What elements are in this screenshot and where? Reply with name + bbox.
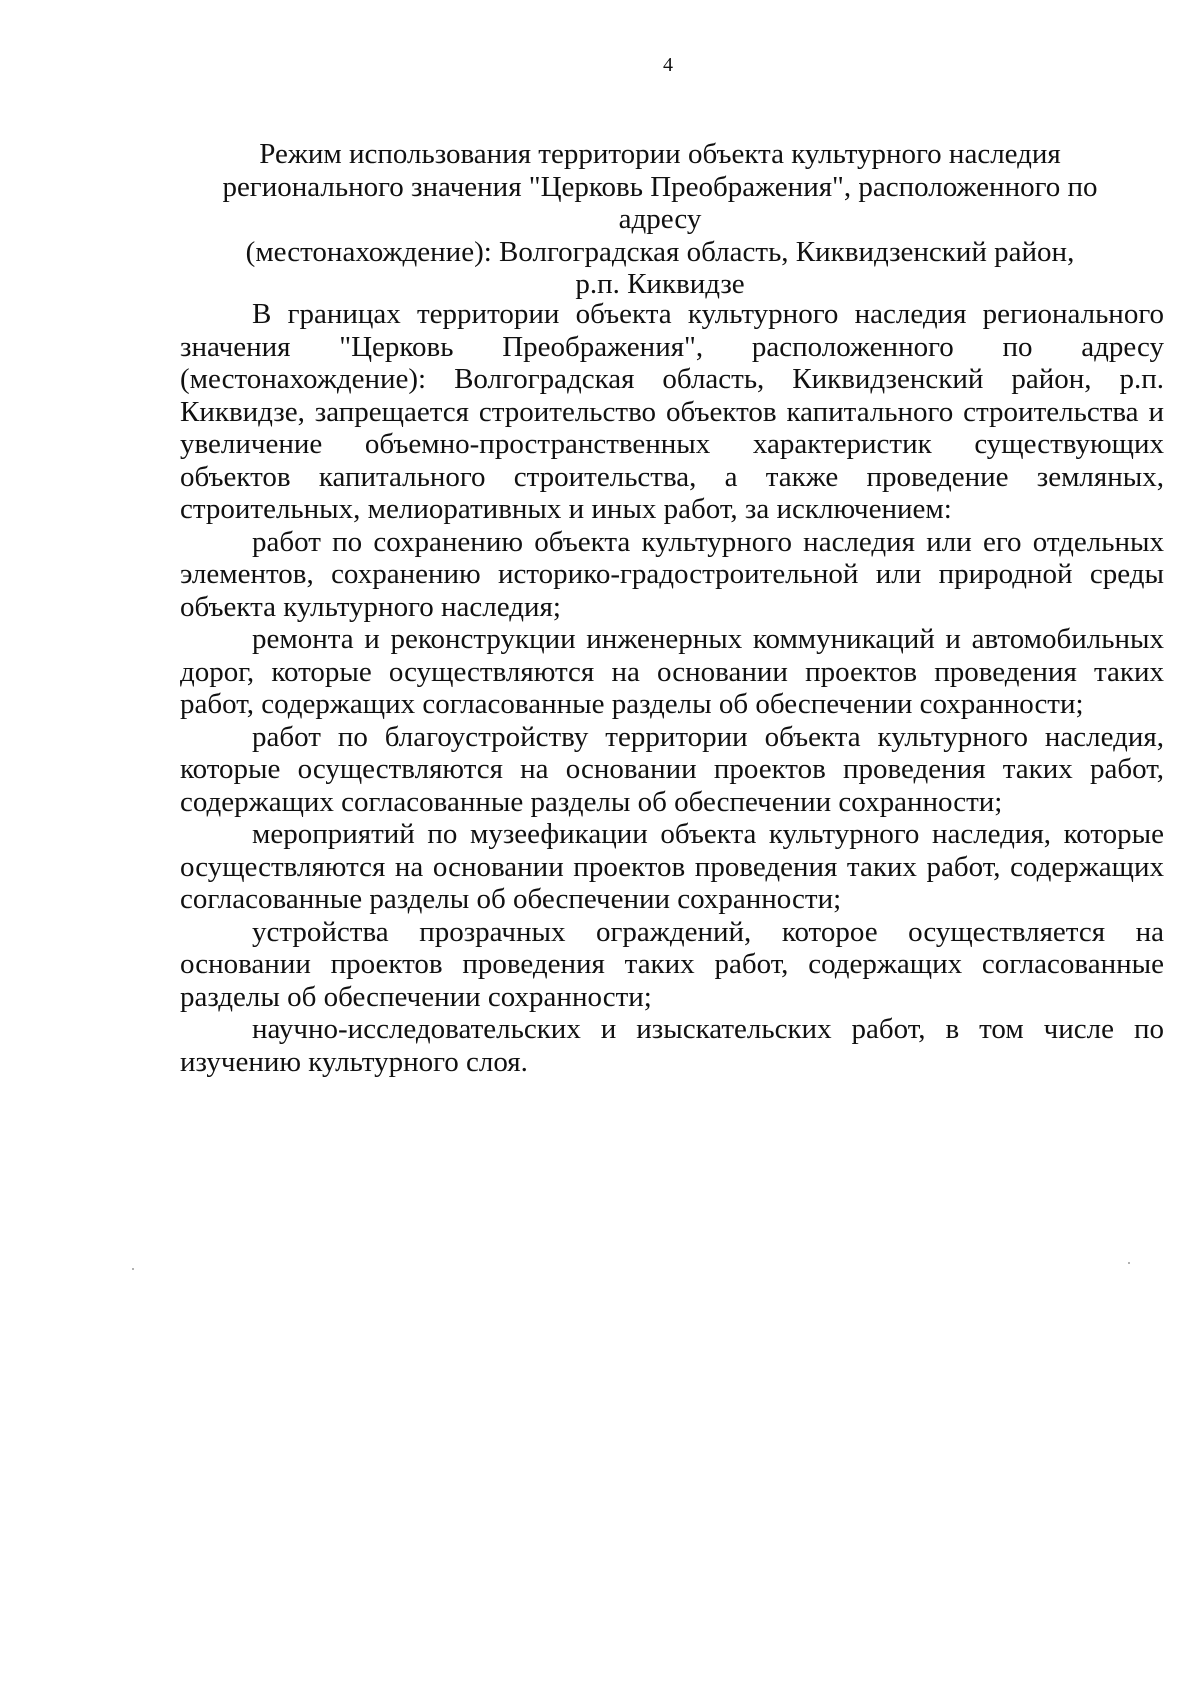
title-line: (местонахождение): Волгоградская область, Киквидзенский район, [245, 235, 1075, 268]
scan-speck [1128, 1262, 1130, 1264]
list-paragraph: научно-исследовательских и изыскательских работ, в том числе по изучению культурного слоя. [180, 1013, 1164, 1078]
list-paragraph: ремонта и реконструкции инженерных коммуникаций и автомобильных дорог, которые осуществляются на основании проектов проведения таких работ, содержащих согласованные разделы об обеспечении сохранности; [180, 623, 1164, 720]
document-title [180, 138, 1140, 301]
scan-speck [132, 1268, 134, 1270]
list-paragraph: устройства прозрачных ограждений, которое осуществляется на основании проектов проведения таких работ, содержащих согласованные разделы об обеспечении сохранности; [180, 915, 1164, 1013]
list-paragraph: работ по благоустройству территории объекта культурного наследия, которые осуществляются на основании проектов проведения таких работ, содержащих согласованные разделы об обеспечении сохранности; [180, 720, 1164, 818]
title-line: регионального значения "Церковь Преображения", расположенного по адресу [222, 170, 1098, 235]
title-line: Режим использования территории объекта культурного наследия [259, 138, 1061, 170]
document-body [180, 298, 1164, 1078]
title-line: р.п. Киквидзе [575, 268, 745, 300]
page-number: 4 [663, 54, 673, 76]
list-paragraph: работ по сохранению объекта культурного наследия или его отдельных элементов, сохранению историко-градостроительной или природной среды объекта культурного наследия; [180, 525, 1164, 623]
list-paragraph: мероприятий по музеефикации объекта культурного наследия, которые осуществляются на основании проектов проведения таких работ, содержащих согласованные разделы об обеспечении сохранности; [180, 818, 1164, 915]
body-paragraph: В границах территории объекта культурного наследия регионального значения "Церковь Преображения", расположенного по адресу (местонахождение): Волгоградская область, Киквидзенский район, р.п. Киквидзе, запрещается строительство объектов капитального строительства и увеличение объемно-пространственных характеристик существующих объектов капитального строительства, а также проведение земляных, строительных, мелиоративных и иных работ, за исключением: [180, 298, 1164, 525]
